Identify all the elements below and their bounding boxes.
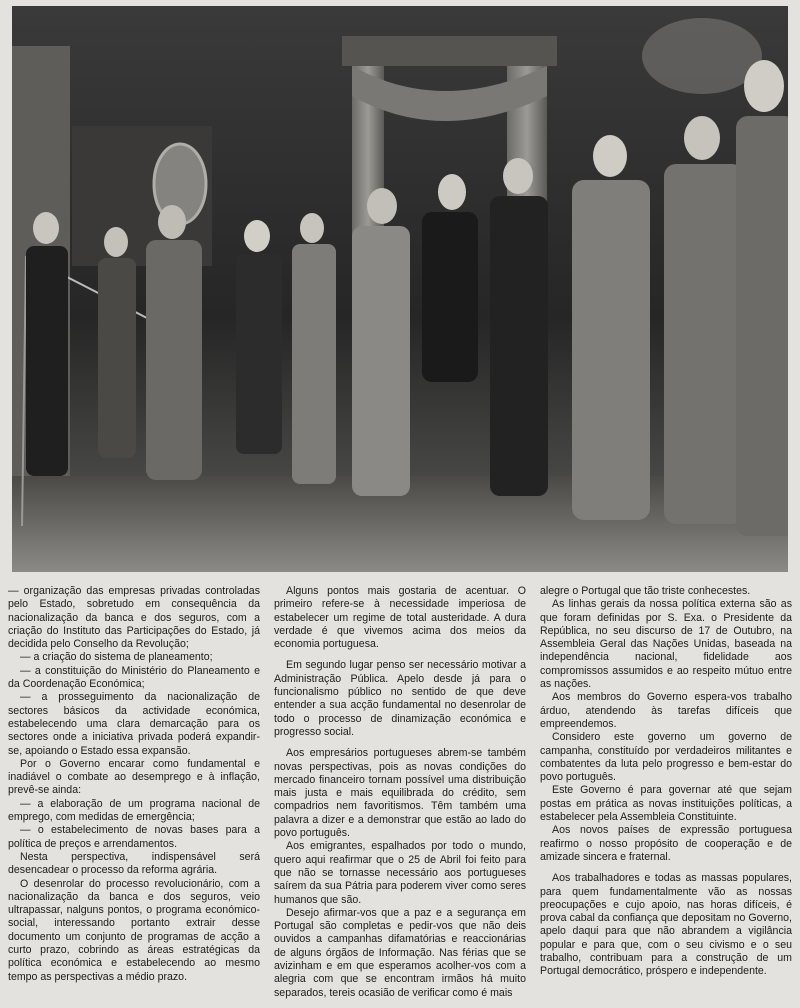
paragraph: Em segundo lugar penso ser necessário motivar a Administração Pública. Apelo desde já para o funcionalismo público no sentido de que deve entender a sua acção fundamental no desenrolar de todo o processo de dinamização económica e progresso social. [274, 659, 526, 738]
paragraph: Desejo afirmar-vos que a paz e a segurança em Portugal são completas e pedir-vos que não deis ouvidos a campanhas difamatórias e reaccionárias de alguns órgãos de Informação. Nas férias que se avizinham e em que esperamos acolher-vos com a alegria com que se encontram irmãos há muito separados, tereis ocasião de verificar como é mais [274, 906, 526, 999]
paragraph: — organização das empresas privadas controladas pelo Estado, sobretudo em consequência da nacionalização da banca e dos seguros, com a criação do Instituto das Participações do Estado, já decidida pelo Conselho da Revolução; [8, 585, 260, 651]
paragraph: — o estabelecimento de novas bases para a política de preços e arrendamentos. [8, 824, 260, 850]
paragraph: Considero este governo um governo de campanha, constituído por verdadeiros militantes e combatentes da luta pelo progresso e bem-estar do povo português. [540, 731, 792, 784]
paragraph: — a constituição do Ministério do Planeamento e da Coordenação Económica; [8, 664, 260, 691]
paragraph: Este Governo é para governar até que sejam postas em prática as novas instituições políticas, a estabelecer pela Assembleia Constituinte. [540, 784, 792, 824]
paragraph: Aos trabalhadores e todas as massas populares, para quem fundamentalmente vão as nossas preocupações e cujo apoio, nas horas difíceis, é prova cabal da confiança que depositam no Governo, apelo daqui para que não abrandem a vigilância popular e para que, com o seu civismo e o seu trabalho, contribuam para a construção de um Portugal democrático, próspero e independente. [540, 872, 792, 978]
group-photo-image [12, 6, 788, 572]
paragraph: Aos novos países de expressão portuguesa reafirmo o nosso propósito de cooperação e de amizade sincera e fraternal. [540, 824, 792, 863]
group-photo [12, 6, 788, 572]
paragraph: — a elaboração de um programa nacional de emprego, com medidas de emergência; [8, 797, 260, 824]
paragraph: Alguns pontos mais gostaria de acentuar. O primeiro refere-se à necessidade imperiosa de estabelecer um regime de total austeridade. A dura verdade é que vivemos acima dos meios da economia portuguesa. [274, 585, 526, 651]
paragraph: O desenrolar do processo revolucionário, com a nacionalização da banca e dos seguros, veio ultrapassar, nalguns pontos, o programa económico-social, interessando portanto extrair desse documento um conjunto de programas de acção a curto prazo, cobrindo as áreas estratégicas da política económica e estabelecendo ao mesmo tempo as perspectivas a médio prazo. [8, 877, 260, 983]
article-body [8, 585, 792, 1005]
column-3 [540, 585, 792, 1005]
paragraph: alegre o Portugal que tão triste conhecestes. [540, 585, 751, 597]
paragraph: Aos membros do Governo espera-vos trabalho árduo, atendendo às tarefas difíceis que empreendemos. [540, 691, 792, 730]
paragraph: Nesta perspectiva, indispensável será desencadear o processo da reforma agrária. [8, 850, 260, 877]
column-2 [274, 585, 526, 1005]
paragraph: — a criação do sistema de planeamento; [20, 651, 213, 664]
paragraph: Aos empresários portugueses abrem-se também novas perspectivas, pois as novas condições do mercado financeiro tornam possível uma distribuição mais justa e mais equilibrada do crédito, sem compadrios nem favoritismos. Têm também uma palavra a dizer e a demonstrar que estão ao lado do povo português. [274, 747, 526, 840]
column-1 [8, 585, 260, 1005]
paragraph: Por o Governo encarar como fundamental e inadiável o combate ao desemprego e à inflação, prevê-se ainda: [8, 757, 260, 797]
paragraph: As linhas gerais da nossa política externa são as que foram definidas por S. Exa. o Presidente da República, no seu discurso de 17 de Outubro, na Assembleia Geral das Nações Unidas, baseada na independência nacional, fidelidade aos compromissos assumidos e ao respeito mútuo entre as nações. [540, 598, 792, 691]
paragraph: — a prosseguimento da nacionalização de sectores básicos da actividade económica, estabelecendo uma clara demarcação para os sectores onde a iniciativa privada poderá expandir-se, apoiando o Estado essa expansão. [8, 691, 260, 757]
paragraph: Aos emigrantes, espalhados por todo o mundo, quero aqui reafirmar que o 25 de Abril foi feito para que não se tornasse necessário aos portugueses saírem da sua Pátria para poderem viver como seres humanos que são. [274, 840, 526, 906]
